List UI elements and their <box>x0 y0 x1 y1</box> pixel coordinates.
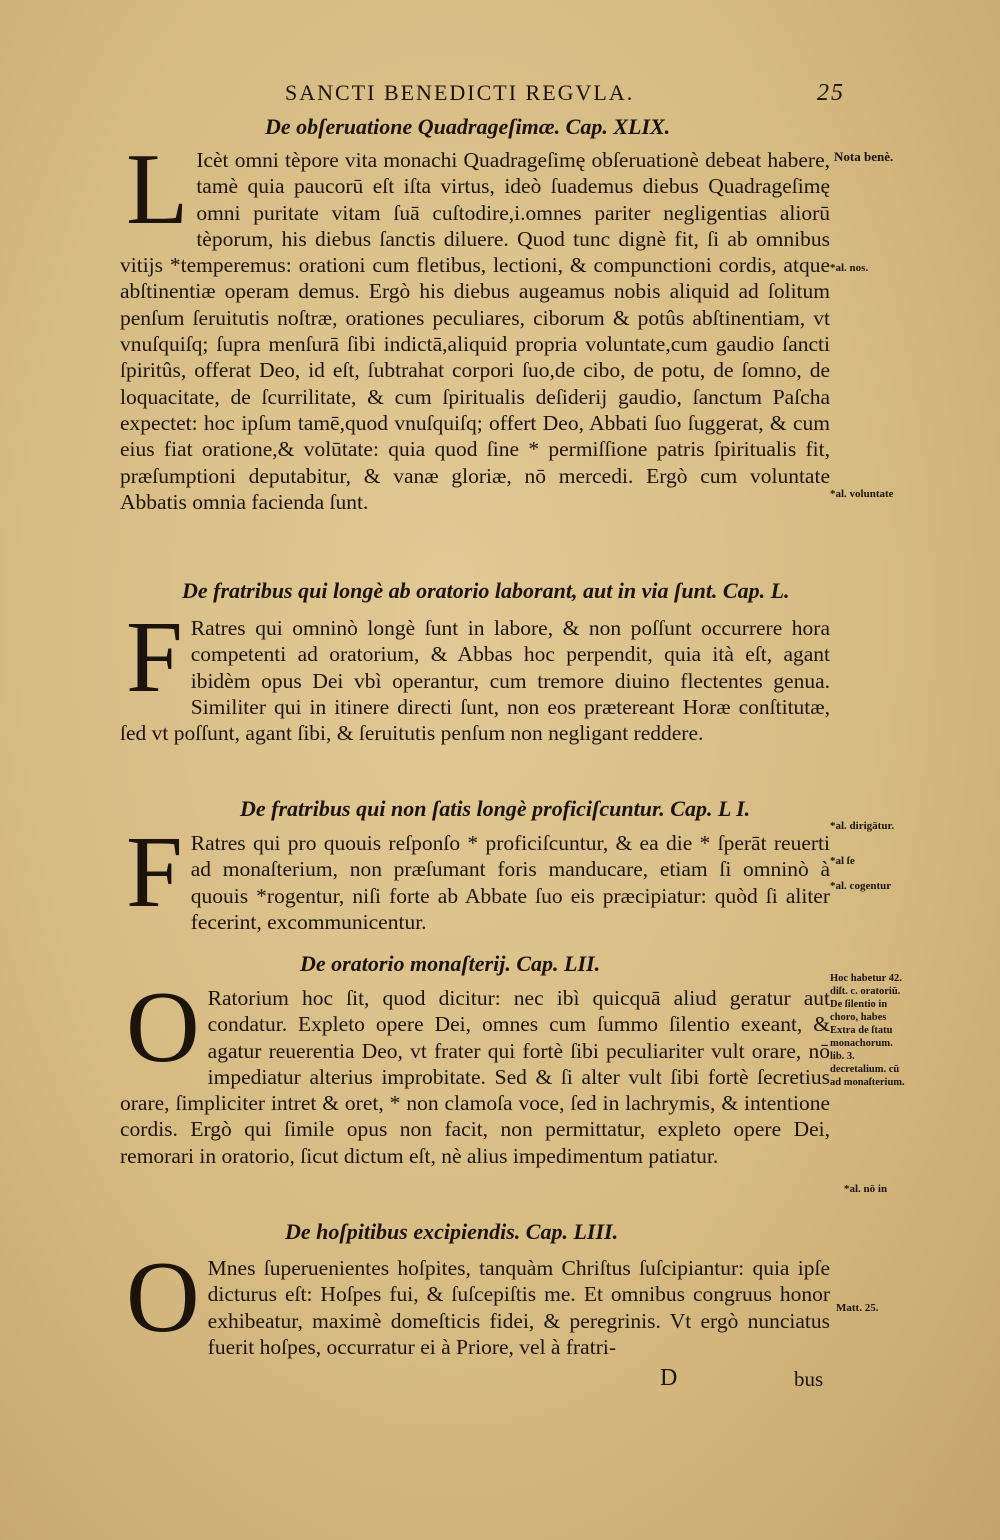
chapter-text <box>120 133 830 515</box>
chapter-text <box>120 601 830 746</box>
margin-note: *al. nō in <box>844 1183 888 1195</box>
chapter-body: Ratres qui pro quouis reſponſo * proficiſcuntur, & ea die * ſperāt reuerti ad monaſterium, non præſumant foris manducare, etiam ſi omninò à quouis *rogentur, niſi forte ab Abbate ſuo eis præcipiatur: quòd ſi aliter fecerint, excommunicentur. <box>190 831 830 934</box>
running-head <box>285 80 845 116</box>
chapter-heading: De fratribus qui longè ab oratorio laborant, aut in via ſunt. Cap. L. <box>182 578 790 603</box>
margin-note: *al ſe <box>830 855 855 867</box>
margin-note: *al. dirigātur. <box>830 820 895 832</box>
drop-cap: O <box>126 1241 200 1354</box>
drop-cap: O <box>126 971 200 1084</box>
chapter-body: Ratres qui omninò longè ſunt in labore, & non poſſunt occurrere hora competenti ad oratorium, & Abbas hoc perpendit, quia ità eſt, agant ibidèm opus Dei vbì operantur, cum tremore diuino flectentes genua. Similiter qui in itinere directi ſunt, non eos prætereant Horæ conſtitutæ, ſed vt poſſunt, agant ſibi, & ſeruitutis penſum non negligant reddere. <box>120 616 830 746</box>
chapter-body: Icèt omni tèpore vita monachi Quadrageſimę obſeruationè debeat habere, tamè quia paucorū eſt iſta virtus, ideò ſuademus diebus Quadrageſimę omni puritate vitam ſuā cuſtodire,i.omnes pariter negligentias aliorū tèporum, his diebus ſanctis diluere. Quod tunc dignè fit, ſi ab omnibus vitijs *temperemus: orationi cum fletibus, lectioni, & compunctioni cordis, atque abſtinentiæ operam demus. Ergò his diebus augeamus nobis aliquid ad ſolitum penſum ſeruitutis noſtræ, orationes peculiares, ciborum & potûs abſtinentiam, vt vnuſquiſq; ſupra menſurā ſibi indictā,aliquid propria voluntate,cum gaudio ſancti ſpiritûs, offerat Deo, id eſt, ſubtrahat corpori ſuo,de cibo, de potu, de ſomno, de loquacitate, de ſcurrilitate, & cum ſpiritualis deſiderij gaudio, ſanctum Paſcha expectet: hoc ipſum tamē,quod vnuſquiſq; offert Deo, Abbati ſuo ſuggerat, & cum eius fiat oratione,& volūtate: quia quod ſine * permiſſione patris ſpiritualis fit, præſumptioni deputabitur, & vanæ gloriæ, nō mercedi. Ergò cum voluntate Abbatis omnia facienda ſunt. <box>120 148 830 514</box>
chapter-text <box>120 1241 830 1360</box>
catchword: bus <box>794 1367 824 1391</box>
drop-cap: L <box>126 133 189 246</box>
signature-mark: D <box>660 1365 678 1391</box>
chapter-heading: De oratorio monaſterij. Cap. LII. <box>300 951 601 976</box>
margin-note: *al. cogentur <box>830 880 892 892</box>
drop-cap: F <box>126 601 183 714</box>
margin-note: Nota benè. <box>834 149 894 164</box>
drop-cap: F <box>126 816 183 929</box>
chapter-heading: De hoſpitibus excipiendis. Cap. LIII. <box>285 1219 619 1244</box>
running-head-title: SANCTI BENEDICTI REGVLA. <box>285 80 635 105</box>
chapter-heading: De obſeruatione Quadrageſimæ. Cap. XLIX. <box>265 114 671 139</box>
chapter-heading: De fratribus qui non ſatis longè proficiſcuntur. Cap. L I. <box>240 796 751 821</box>
chapter-body: Mnes ſuperuenientes hoſpites, tanquàm Chriſtus ſuſcipiantur: quia ipſe dicturus eſt: Hoſpes fui, & ſuſcepiſtis me. Et omnibus congruus honor exhibeatur, maximè domeſticis fidei, & peregrinis. Vt ergò nunciatus fuerit hoſpes, occurratur ei à Priore, vel à fratri- <box>207 1256 830 1359</box>
margin-note: *al. voluntate <box>830 488 894 500</box>
margin-note: *al. nos. <box>830 262 869 274</box>
chapter-body: Ratorium hoc ſit, quod dicitur: nec ibì quicquā aliud geratur aut condatur. Expleto opere Dei, omnes cum ſummo ſilentio exeant, & agatur reuerentia Deo, vt frater qui fortè ſibi peculiariter vult orare, nō impediatur alterius improbitate. Sed & ſi alter vult ſibi fortè ſecretius orare, ſimpliciter intret & oret, * non clamoſa voce, ſed in lachrymis, & intentione cordis. Ergò qui ſimile opus non facit, non permittatur, expleto opere Dei, remorari in oratorio, ſicut dictum eſt, nè alius impedimentum patiatur. <box>120 986 830 1168</box>
chapter-text <box>120 971 830 1169</box>
page-number: 25 <box>817 80 845 106</box>
margin-note: Hoc habetur 42. diſt. c. oratoriū. De ſilentio in choro, habes Extra de ſtatu monachorum. lib. 3. decretalium. cū ad monaſterium. <box>830 973 905 1088</box>
chapter-text <box>120 816 830 935</box>
margin-note: Matt. 25. <box>836 1302 879 1314</box>
